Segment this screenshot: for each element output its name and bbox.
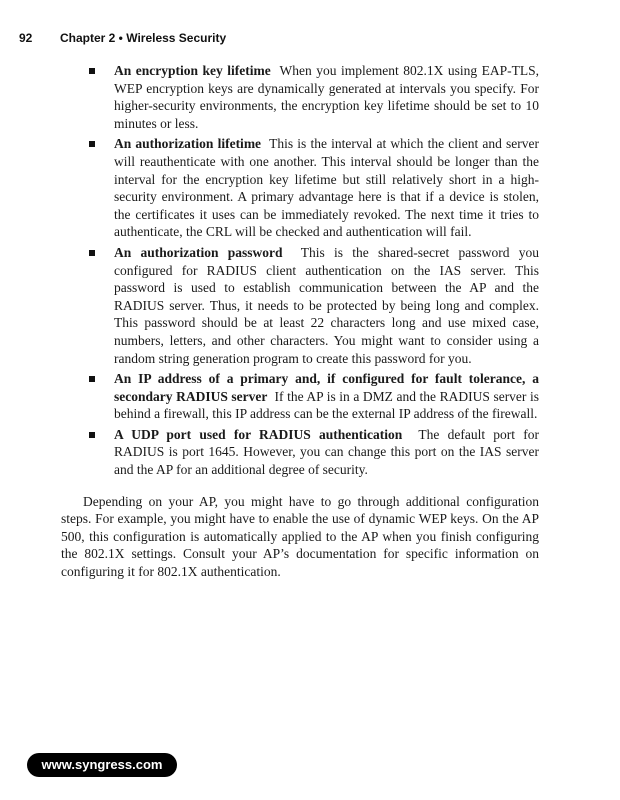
bullet-item-radius-ip-address [61, 370, 539, 423]
running-head [19, 31, 226, 45]
bullet-text: The default port for RADIUS is port 1645. However, you can change this port on the IAS server and the AP for an additional degree of security. [114, 426, 539, 478]
bullet-text: When you implement 802.1X using EAP-TLS, WEP encryption keys are dynamically generated at intervals you specify. For higher-security environments, the encryption key lifetime should be set to 10 minutes or less. [114, 63, 539, 131]
bullet-item-udp-port [61, 426, 539, 479]
chapter-title: Chapter 2 • Wireless Security [60, 31, 227, 45]
bullet-item-authorization-password [61, 244, 539, 367]
bullet-term: An authorization password [114, 244, 283, 260]
bullet-item-authorization-lifetime [61, 135, 539, 241]
bullet-text: If the AP is in a DMZ and the RADIUS server is behind a firewall, this IP address can be the external IP address of the firewall. [114, 388, 539, 422]
website-badge: www.syngress.com [27, 753, 177, 777]
body-paragraph: Depending on your AP, you might have to go through additional configuration steps. For example, you might have to enable the use of dynamic WEP keys. On the AP 500, this configuration is automatically applied to the AP when you finish configuring the 802.1X settings. Consult your AP’s documentation for specific information on configuring it for 802.1X authentication. [61, 493, 539, 580]
bullet-item-encryption-key-lifetime [61, 62, 539, 132]
bullet-term: A UDP port used for RADIUS authentication [114, 426, 403, 442]
bullet-list [61, 62, 539, 479]
bullet-term: An authorization lifetime [114, 136, 262, 152]
bullet-text: This is the shared-secret password you configured for RADIUS client authentication on the IAS server. This password is used to establish communication between the AP and the RADIUS server. Thus, it needs to be protected by being long and complex. This password should be at least 22 characters long and use mixed case, numbers, letters, and other characters. You might want to consider using a random string generation program to create this password for you. [114, 244, 539, 366]
square-bullet-icon [89, 68, 95, 74]
square-bullet-icon [89, 376, 95, 382]
page-body [61, 62, 539, 581]
bullet-text: This is the interval at which the client and server will reauthenticate with one another. This interval should be longer than the interval for the encryption key lifetime but still relatively short in a high-security environment. A primary advantage here is that if a device is stolen, the certificates it uses can be immediately revoked. The next time it tries to authenticate, the CRL will be checked and authentication will fail. [114, 136, 539, 240]
bullet-term: An IP address of a primary and, if configured for fault tolerance, a secondary RADIUS server [114, 371, 539, 404]
square-bullet-icon [89, 250, 95, 256]
square-bullet-icon [89, 432, 95, 438]
square-bullet-icon [89, 141, 95, 147]
bullet-term: An encryption key lifetime [114, 63, 271, 78]
page-number: 92 [19, 31, 33, 45]
